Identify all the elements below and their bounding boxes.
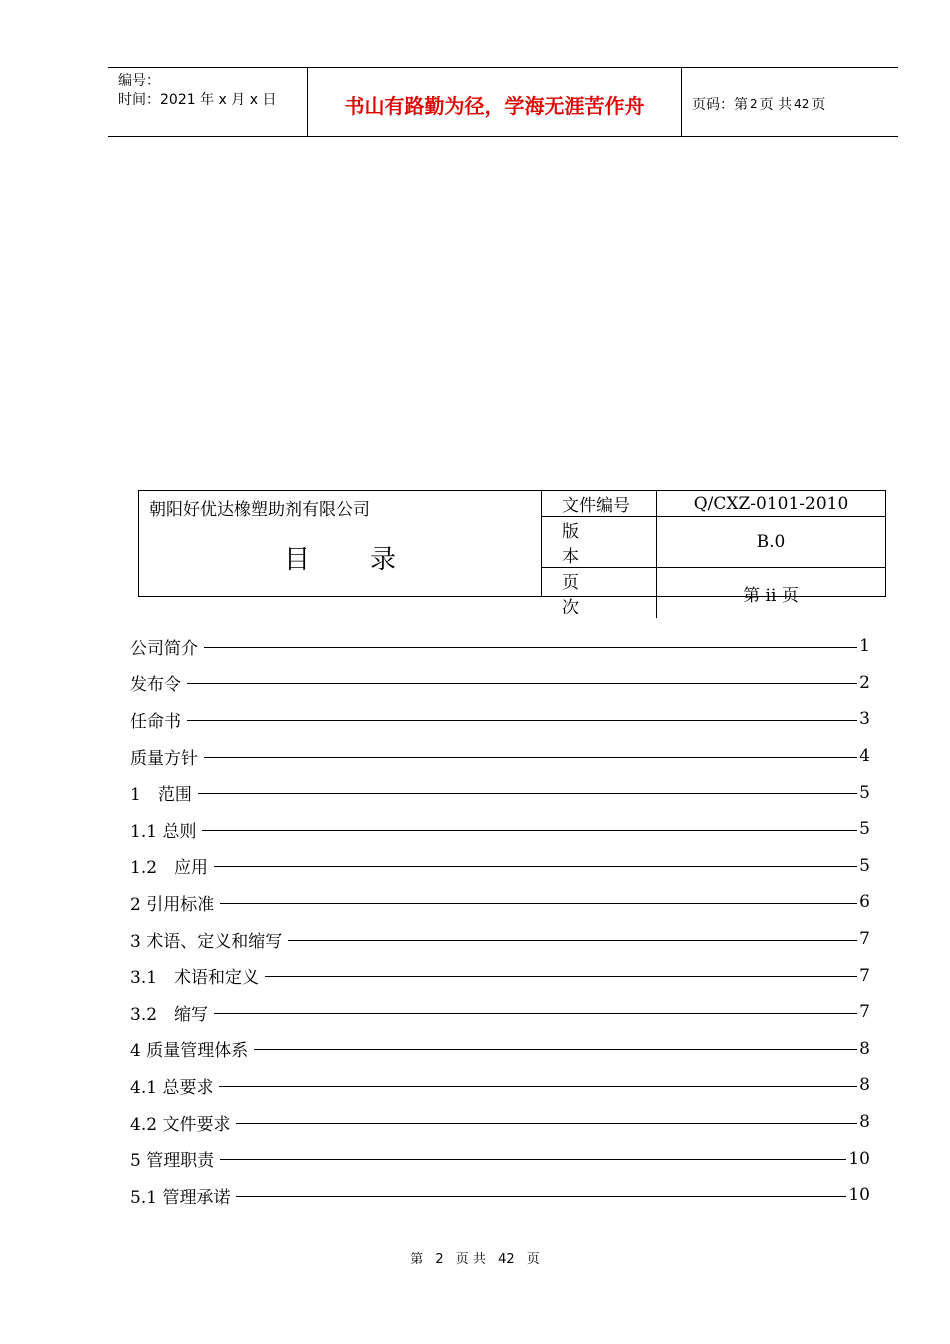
toc-entry[interactable]: [130, 628, 870, 665]
toc-entry-title: 1 范围: [130, 785, 192, 806]
serial-label: 编号：: [118, 73, 160, 89]
page-mid: 页 共: [759, 97, 793, 113]
toc-entry-title: 4.2 文件要求: [130, 1114, 231, 1135]
page-header: [108, 67, 898, 137]
toc-entry[interactable]: [130, 921, 870, 958]
toc-entry[interactable]: [130, 957, 870, 994]
toc-entry[interactable]: [130, 1104, 870, 1141]
doc-label-page: 页次: [542, 568, 657, 618]
toc-entry-title: 4.1 总要求: [130, 1077, 214, 1098]
toc-entry-title: 1.1 总则: [130, 821, 197, 842]
footer-prefix: 第: [410, 1252, 424, 1267]
header-page-info: [682, 68, 898, 136]
toc-entry[interactable]: [130, 1067, 870, 1104]
toc-leader-line: [288, 940, 857, 941]
doc-value-number: Q/CXZ-0101-2010: [693, 493, 849, 514]
footer-page: 2: [435, 1252, 444, 1267]
toc-entry-page: 7: [859, 929, 870, 950]
toc-entry-page: 3: [859, 709, 870, 730]
page-prefix: 页码：第: [692, 97, 748, 113]
header-meta: [108, 68, 308, 136]
toc-entry-page: 5: [859, 782, 870, 803]
page-number: 2: [750, 97, 758, 111]
toc-leader-line: [187, 720, 857, 721]
toc-entry-title: 4 质量管理体系: [130, 1041, 249, 1062]
toc-entry-page: 7: [859, 1002, 870, 1023]
toc-entry-page: 5: [859, 855, 870, 876]
toc-entry-title: 任命书: [130, 711, 181, 732]
toc-entry-title: 2 引用标准: [130, 894, 215, 915]
toc-entry-page: 7: [859, 965, 870, 986]
toc-leader-line: [220, 903, 857, 904]
toc-entry[interactable]: [130, 738, 870, 775]
toc-entry[interactable]: [130, 701, 870, 738]
document-title: 目录: [283, 545, 456, 575]
doc-info-row: [542, 568, 885, 618]
toc-entry[interactable]: [130, 1177, 870, 1214]
toc-entry-title: 公司简介: [130, 638, 198, 659]
date-label: 时间：2021 年 x 月 x 日: [118, 92, 277, 108]
toc-entry[interactable]: [130, 1031, 870, 1068]
doc-label-version: 版本: [542, 517, 657, 567]
doc-info-grid: [542, 491, 885, 618]
toc-entry-page: 10: [848, 1185, 870, 1206]
toc-entry[interactable]: [130, 811, 870, 848]
toc-entry[interactable]: [130, 884, 870, 921]
toc-entry-title: 5.1 管理承诺: [130, 1187, 231, 1208]
page-total: 42: [794, 97, 810, 111]
doc-info-row: [542, 491, 885, 517]
table-of-contents: [130, 628, 870, 1214]
toc-leader-line: [220, 1159, 846, 1160]
doc-value-page: 第 ii 页: [743, 585, 799, 606]
toc-leader-line: [254, 1049, 857, 1050]
toc-entry-title: 质量方针: [130, 748, 198, 769]
doc-info-row: [542, 517, 885, 568]
toc-entry-page: 5: [859, 819, 870, 840]
toc-leader-line: [204, 757, 857, 758]
toc-entry-title: 5 管理职责: [130, 1151, 215, 1172]
toc-entry-page: 8: [859, 1112, 870, 1133]
toc-entry-title: 3.1 术语和定义: [130, 968, 260, 989]
toc-entry[interactable]: [130, 774, 870, 811]
toc-entry-page: 1: [859, 636, 870, 657]
toc-entry-page: 8: [859, 1038, 870, 1059]
doc-label-number: 文件编号: [542, 491, 657, 516]
toc-entry-page: 10: [848, 1148, 870, 1169]
toc-leader-line: [204, 647, 857, 648]
doc-value-version: B.0: [756, 532, 786, 552]
toc-entry-title: 3.2 缩写: [130, 1004, 209, 1025]
toc-leader-line: [198, 793, 857, 794]
toc-leader-line: [265, 976, 857, 977]
toc-entry[interactable]: [130, 848, 870, 885]
toc-entry-page: 8: [859, 1075, 870, 1096]
toc-entry-title: 发布令: [130, 675, 181, 696]
page-footer: [0, 1248, 950, 1267]
footer-suffix: 页: [526, 1252, 540, 1267]
toc-leader-line: [219, 1086, 857, 1087]
company-cell: [139, 491, 542, 596]
toc-entry-page: 4: [859, 746, 870, 767]
toc-entry-page: 2: [859, 672, 870, 693]
toc-leader-line: [236, 1123, 857, 1124]
page-suffix: 页: [811, 97, 826, 113]
toc-leader-line: [236, 1196, 846, 1197]
toc-leader-line: [214, 1013, 857, 1014]
company-name: 朝阳好优达橡塑助剂有限公司: [149, 500, 370, 520]
toc-entry[interactable]: [130, 665, 870, 702]
toc-entry-page: 6: [859, 892, 870, 913]
toc-entry[interactable]: [130, 994, 870, 1031]
footer-mid: 页 共: [455, 1252, 486, 1267]
toc-entry[interactable]: [130, 1140, 870, 1177]
toc-entry-title: 3 术语、定义和缩写: [130, 931, 283, 952]
document-info-table: [138, 490, 886, 618]
toc-entry-title: 1.2 应用: [130, 858, 209, 879]
header-motto: 书山有路勤为径，学海无涯苦作舟: [308, 68, 682, 136]
toc-leader-line: [187, 683, 857, 684]
footer-total: 42: [498, 1252, 515, 1267]
toc-leader-line: [214, 866, 857, 867]
toc-leader-line: [202, 830, 857, 831]
